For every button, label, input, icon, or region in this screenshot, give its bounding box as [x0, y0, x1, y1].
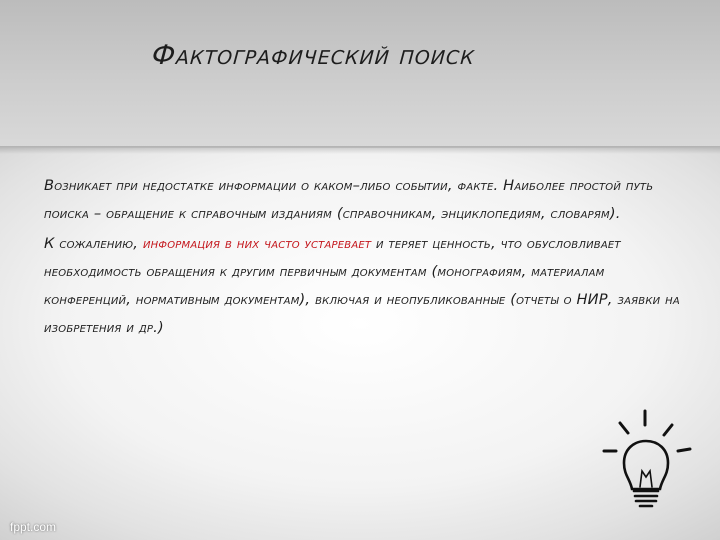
body-paragraph-1: Возникает при недостатке информации о каком–либо событии, факте. Наиболее простой путь поиска – обращение к справочным изданиям (справочникам, энциклопедиям, словарям).	[44, 177, 654, 222]
bulb-ray	[664, 425, 672, 435]
bulb-filament	[640, 471, 652, 487]
highlighted-text: информация в них часто устаревает	[142, 235, 372, 252]
slide-title: Фактографический поиск	[150, 40, 476, 71]
bulb-glass	[624, 441, 668, 489]
bulb-ray	[678, 449, 690, 451]
paragraph-2-start: К сожалению,	[44, 235, 143, 252]
bulb-ray	[620, 423, 628, 433]
header-divider	[0, 146, 720, 154]
footer-credit: fppt.com	[10, 520, 57, 534]
body-paragraph-2	[44, 230, 684, 342]
paragraph-2-end: и теряет ценность, что обусловливает необходимость обращения к другим первичным документам (монографиям, материалам конференций, нормативным документам), включая и неопубликованные (отчеты о НИР, заявки на изобретения и др.)	[44, 235, 680, 336]
slide-body	[44, 172, 684, 342]
slide-header-band	[0, 0, 720, 148]
bulb-base	[634, 491, 658, 506]
lightbulb-icon	[590, 405, 700, 515]
